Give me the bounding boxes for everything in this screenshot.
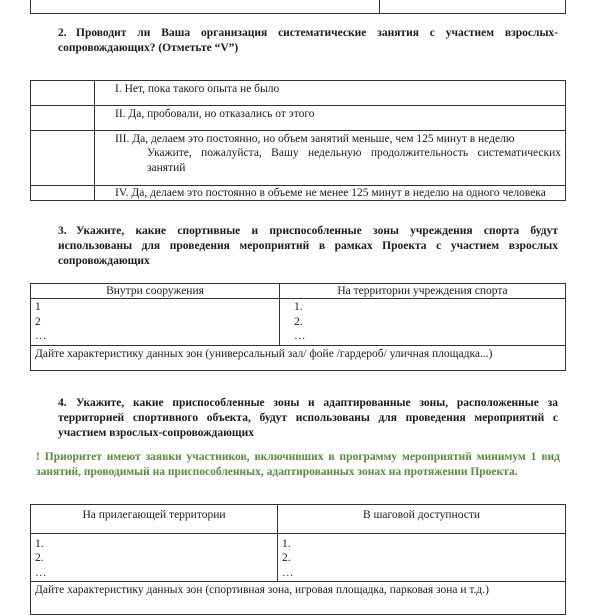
table-row [31,345,566,370]
checkbox-cell[interactable] [31,131,95,186]
column-header: На прилегающей территории [31,505,278,534]
question-number: 4. [58,397,67,409]
option-1: I. Нет, пока такого опыта не было [95,81,566,106]
q2-options-table [30,80,566,201]
table-row [31,106,566,131]
entry-cell[interactable]: 1 2 … [31,299,280,345]
checkbox-cell[interactable] [31,186,95,201]
option-3: III. Да, делаем это постоянно, но объем занятий меньше, чем 125 минут в неделю [115,133,515,145]
option-4: IV. Да, делаем это постоянно в объеме не менее 125 минут в неделю на одного человека [95,186,566,201]
zone-description-field[interactable] [31,345,566,370]
option-3-cell [95,131,566,186]
priority-note: ! Приоритет имеют заявки участников, включивших в программу мероприятий минимум 1 вид занятий, проводимый на приспособленных, адаптированных зонах на протяжении Проекта. [36,451,560,478]
q4-zones-table [30,504,566,615]
question-text: Укажите, какие спортивные и приспособленные зоны учреждения спорта будут использованы для проведения мероприятий в рамках Проекта с участием взрослых сопровождающих [58,225,558,267]
question-2 [58,26,558,56]
question-text: Укажите, какие приспособленные зоны и адаптированные зоны, расположенные за территорией спортивного объекта, будут использованы для проведения мероприятий с участием взрослых-сопровождающих [58,397,558,439]
table-row [31,299,566,345]
table-header-row [31,505,566,534]
table-row [31,582,566,615]
question-number: 3. [58,225,67,237]
table-header-row [31,284,566,299]
table-row [31,131,566,186]
field-label: Дайте характеристику данных зон (универсальный зал/ фойе /гардероб/ уличная площадка...) [35,347,493,360]
option-2: II. Да, пробовали, но отказались от этого [95,106,566,131]
checkbox-cell[interactable] [31,106,95,131]
checkbox-cell[interactable] [31,81,95,106]
column-header: Внутри сооружения [31,284,280,299]
question-number: 2. [58,27,67,39]
table-row [31,534,566,582]
table-row [31,81,566,106]
question-text: Проводит ли Ваша организация систематические занятия с участием взрослых-сопровождающих? (Отметьте “V”) [58,27,558,54]
column-header: На территории учреждения спорта [280,284,566,299]
table-row [31,186,566,201]
column-header: В шаговой доступности [278,505,566,534]
entry-cell[interactable]: 1. 2. … [280,299,566,345]
option-3-detail: Укажите, пожалуйста, Вашу недельную продолжительность систематических занятий [147,147,561,174]
field-label: Дайте характеристику данных зон (спортивная зона, игровая площадка, парковая зона и т.д.) [35,584,489,597]
entry-cell[interactable]: 1. 2. … [278,534,566,582]
question-4 [58,396,558,441]
question-3 [58,224,558,269]
zone-description-field[interactable] [31,582,566,615]
previous-table-remnant [30,0,566,14]
q3-zones-table [30,283,566,371]
entry-cell[interactable]: 1. 2. … [31,534,278,582]
